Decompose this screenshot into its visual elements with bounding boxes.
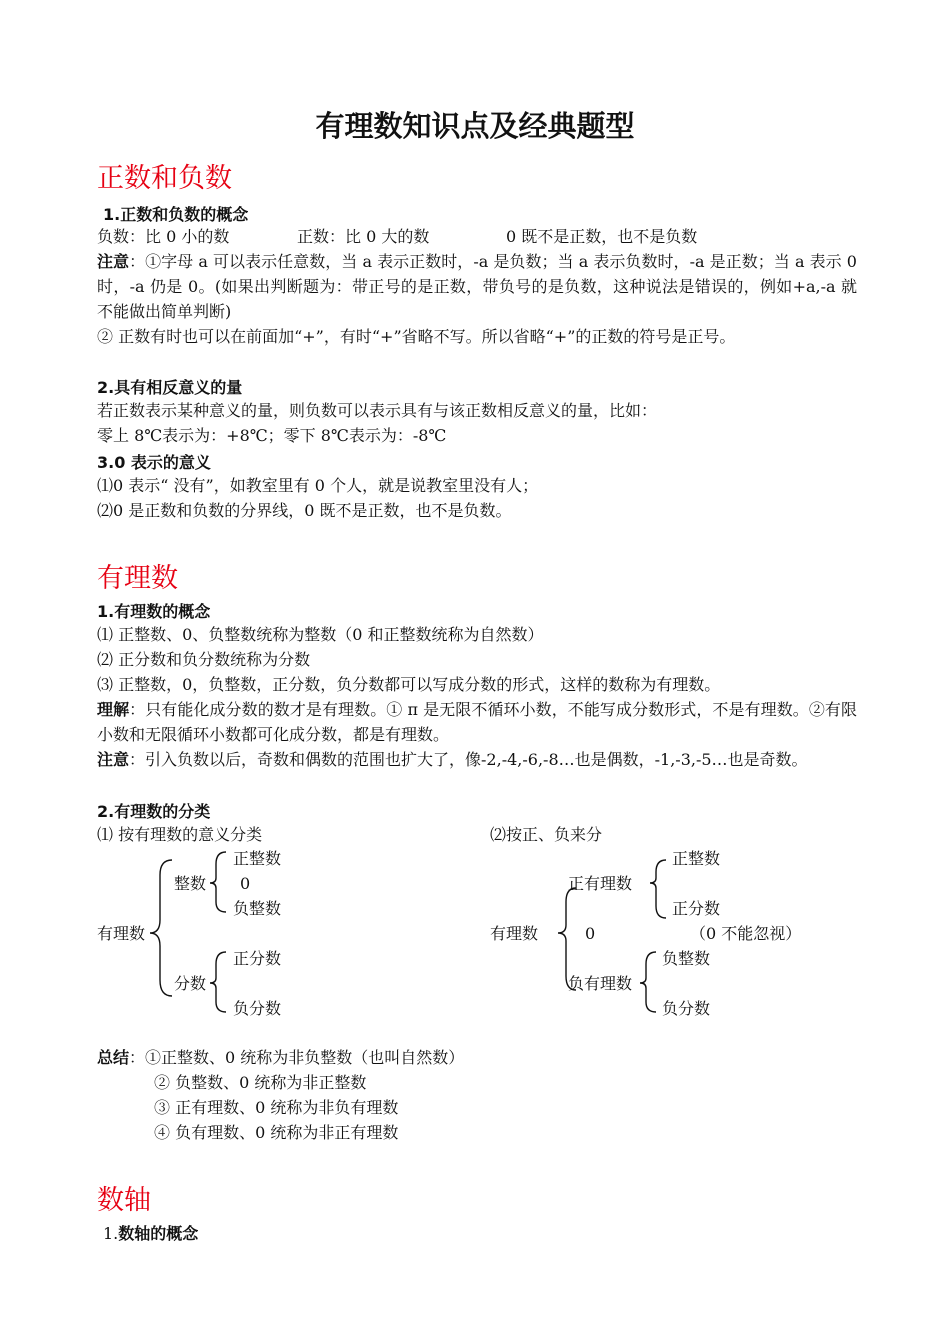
note-text-2: ：引入负数以后，奇数和偶数的范围也扩大了，像-2,-4,-6,-8…也是偶数，-1,-3,-5…也是奇数。 [129,750,808,769]
rational-concept-1: ⑴ 正整数、0、负整数统称为整数（0 和正整数统称为自然数） [97,625,544,644]
tree2-root: 有理数 [490,924,539,943]
summary-text-1: ：①正整数、0 统称为非负整数（也叫自然数） [129,1048,465,1067]
understanding-text: ：只有能化成分数的数才是有理数。① π 是无限不循环小数，不能写成分数形式，不是有理数。②有限小数和无限循环小数都可化成分数，都是有理数。 [97,700,857,744]
page-title: 有理数知识点及经典题型 [315,109,635,143]
tree1-negative-fractions: 负分数 [233,999,282,1018]
summary-line-1 [97,1045,464,1070]
tree1-integers: 整数 [174,874,207,893]
classification-by-meaning-title: ⑴ 按有理数的意义分类 [97,825,263,844]
subheading-opposite-quantities: 2.具有相反意义的量 [97,378,243,397]
tree1-fractions: 分数 [174,974,207,993]
tree2-zero-note: （0 不能忽视） [690,924,802,943]
summary-line-2: ② 负整数、0 统称为非正整数 [154,1073,367,1092]
subheading-concept: 1.正数和负数的概念 [103,205,249,224]
tree2-negative-fractions: 负分数 [662,999,711,1018]
tree2-negative-brace [640,952,656,1012]
rational-concept-2: ⑵ 正分数和负分数统称为分数 [97,650,311,669]
understanding-label: 理解 [97,700,130,719]
section-heading-number-line: 数轴 [97,1185,151,1216]
subheading-classification: 2.有理数的分类 [97,802,211,821]
classification-by-sign-title: ⑵按正、负来分 [490,825,603,844]
tree1-root-brace [150,860,172,996]
tree1-fraction-brace [210,952,226,1012]
definition-negative: 负数：比 0 小的数 [97,227,230,246]
tree2-positive-brace [650,860,666,918]
tree1-negative-integers: 负整数 [233,899,282,918]
zero-meaning-2: ⑵0 是正数和负数的分界线，0 既不是正数，也不是负数。 [97,501,512,520]
tree2-positive-fractions: 正分数 [672,899,721,918]
note-paragraph-2: ② 正数有时也可以在前面加“+”，有时“+”省略不写。所以省略“+”的正数的符号是正号。 [97,327,736,346]
subheading-rational-concept: 1.有理数的概念 [97,602,211,621]
tree2-negative-integers: 负整数 [662,949,711,968]
note-text: ：①字母 a 可以表示任意数，当 a 表示正数时，-a 是负数；当 a 表示负数时，-a 是正数；当 a 表示 0 时，-a 仍是 0。(如果出判断题为：带正号的是正数，带负号的是负数，这种说法是错误的，例如+a,-a 就不能做出简单判断) [97,252,857,321]
tree1-positive-fractions: 正分数 [233,949,282,968]
definition-positive: 正数：比 0 大的数 [297,227,430,246]
rational-concept-3: ⑶ 正整数，0，负整数，正分数，负分数都可以写成分数的形式，这样的数称为有理数。 [97,675,721,694]
tree2-negative-rationals: 负有理数 [568,974,633,993]
summary-label: 总结 [97,1048,130,1067]
summary-line-4: ④ 负有理数、0 统称为非正有理数 [154,1123,399,1142]
tree1-integer-brace [210,852,226,912]
tree2-zero: 0 [585,924,596,943]
zero-meaning-1: ⑴0 表示“ 没有”，如教室里有 0 个人，就是说教室里没有人； [97,476,539,495]
note-label-2: 注意 [97,750,130,769]
tree2-positive-integers: 正整数 [672,849,721,868]
tree1-positive-integers: 正整数 [233,849,282,868]
section-heading-positive-negative: 正数和负数 [97,163,232,194]
definition-zero: 0 既不是正数，也不是负数 [506,227,698,246]
subheading-zero-meaning: 3.0 表示的意义 [97,453,211,472]
note-label: 注意 [97,252,130,271]
subheading-number-line-concept [103,1221,198,1244]
subheading-text: 数轴的概念 [118,1224,199,1243]
tree1-zero: 0 [240,874,251,893]
tree1-root: 有理数 [97,924,146,943]
tree2-root-brace [558,888,576,990]
opposite-quantities-text: 若正数表示某种意义的量，则负数可以表示具有与该正数相反意义的量，比如： [97,401,658,420]
subheading-number: 1. [103,1224,119,1243]
summary-line-3: ③ 正有理数、0 统称为非负有理数 [154,1098,399,1117]
section-heading-rational-numbers: 有理数 [97,563,178,594]
temperature-example: 零上 8℃表示为：+8℃；零下 8℃表示为：-8℃ [97,426,447,445]
tree2-positive-rationals: 正有理数 [568,874,633,893]
